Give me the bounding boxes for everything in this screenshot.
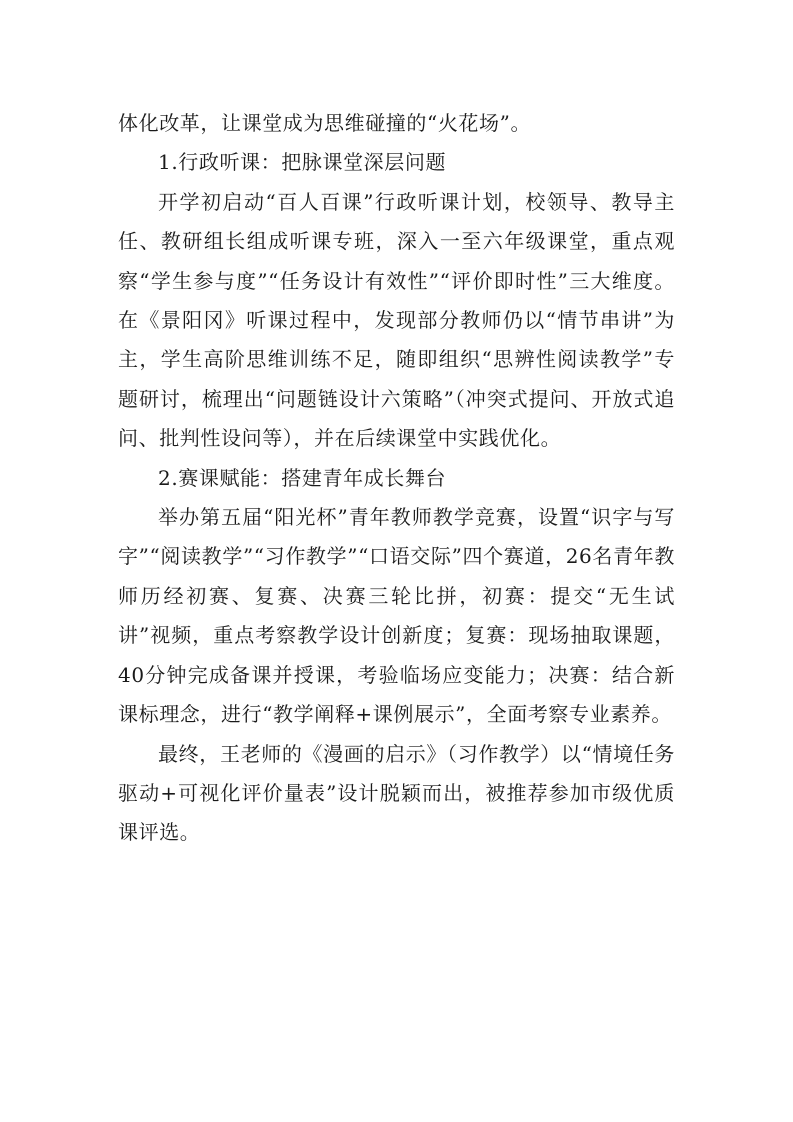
paragraph-competition-result: 最终，王老师的《漫画的启示》（习作教学）以“情境任务驱动+可视化评价量表”设计脱颖而出，被推荐参加市级优质课评选。 [118, 741, 675, 845]
section-heading-teaching-competition: 2.赛课赋能：搭建青年成长舞台 [158, 465, 447, 490]
section-heading-administrative-observation: 1.行政听课：把脉课堂深层问题 [158, 150, 447, 175]
paragraph-continuation: 体化改革，让课堂成为思维碰撞的“火花场”。 [118, 111, 532, 135]
paragraph-administrative-observation: 开学初启动“百人百课”行政听课计划，校领导、教导主任、教研组长组成听课专班，深入一至六年级课堂，重点观察“学生参与度”“任务设计有效性”“评价即时性”三大维度。在《景阳冈》听课过程中，发现部分教师仍以“情节串讲”为主，学生高阶思维训练不足，随即组织“思辨性阅读教学”专题研讨，梳理出“问题链设计六策略”（冲突式提问、开放式追问、批判性设问等），并在后续课堂中实践优化。 [118, 189, 675, 451]
paragraph-teaching-competition: 举办第五届“阳光杯”青年教师教学竞赛，设置“识字与写字”“阅读教学”“习作教学”“口语交际”四个赛道，26名青年教师历经初赛、复赛、决赛三轮比拼，初赛：提交“无生试讲”视频，重点考察教学设计创新度；复赛：现场抽取课题，40分钟完成备课并授课，考验临场应变能力；决赛：结合新课标理念，进行“教学阐释+课例展示”，全面考察专业素养。 [118, 505, 675, 727]
document-body [118, 104, 675, 853]
